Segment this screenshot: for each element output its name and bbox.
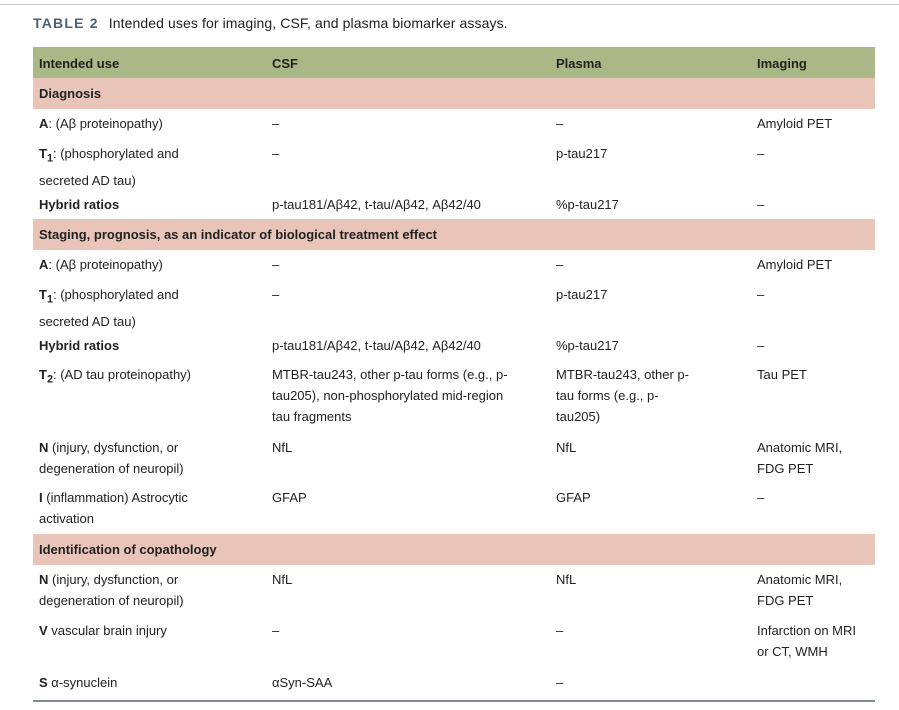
- table-row: [33, 483, 875, 534]
- bottom-rule: [33, 700, 875, 702]
- csf-cell: –: [272, 287, 280, 302]
- csf-cell: –: [272, 623, 280, 638]
- plasma-cell: %p-tau217: [556, 197, 619, 212]
- imaging-cell: Tau PET: [757, 367, 807, 382]
- intended-use-cell: [39, 672, 254, 693]
- csf-cell: GFAP: [272, 490, 307, 505]
- csf-cell: p-tau181/Aβ42, t-tau/Aβ42, Aβ42/40: [272, 338, 481, 353]
- header-intended-use: Intended use: [39, 56, 120, 71]
- imaging-cell: Anatomic MRI, FDG PET: [757, 572, 843, 608]
- table-caption: [33, 15, 508, 31]
- intended-use-desc: vascular brain injury: [47, 623, 167, 638]
- imaging-cell: Amyloid PET: [757, 116, 833, 131]
- plasma-cell: –: [556, 116, 564, 131]
- table-row: [33, 360, 875, 433]
- intended-use-key: T: [39, 367, 47, 382]
- intended-use-key: N: [39, 572, 49, 587]
- intended-use-key: Hybrid ratios: [39, 338, 120, 353]
- intended-use-cell: [39, 143, 199, 191]
- imaging-cell: –: [757, 197, 765, 212]
- intended-use-cell: [39, 284, 199, 332]
- imaging-cell: –: [757, 490, 765, 505]
- plasma-cell: –: [556, 257, 564, 272]
- plasma-cell: %p-tau217: [556, 338, 619, 353]
- imaging-cell: –: [757, 287, 765, 302]
- imaging-cell: –: [757, 146, 765, 161]
- intended-use-key: T: [39, 287, 47, 302]
- intended-use-desc: : (Aβ proteinopathy): [48, 116, 163, 131]
- section-title: Identification of copathology: [39, 542, 217, 557]
- intended-use-cell: [39, 194, 254, 215]
- section-title: Diagnosis: [39, 86, 102, 101]
- plasma-cell: –: [556, 623, 564, 638]
- table-row: [33, 433, 875, 483]
- intended-use-cell: [39, 335, 254, 356]
- imaging-cell: Infarction on MRI or CT, WMH: [757, 623, 856, 659]
- section-row-copathology: [33, 534, 875, 565]
- intended-use-cell: [39, 620, 254, 641]
- imaging-cell: Anatomic MRI, FDG PET: [757, 440, 843, 476]
- intended-use-desc: (inflammation) Astrocytic activation: [39, 490, 188, 526]
- table-caption-text: Intended uses for imaging, CSF, and plasma biomarker assays.: [108, 15, 508, 31]
- plasma-cell: p-tau217: [556, 287, 608, 302]
- plasma-cell: GFAP: [556, 490, 591, 505]
- header-plasma: Plasma: [556, 56, 602, 71]
- intended-use-key: I: [39, 490, 43, 505]
- intended-use-desc: : (Aβ proteinopathy): [48, 257, 163, 272]
- plasma-cell: p-tau217: [556, 146, 608, 161]
- intended-use-key: A: [39, 257, 49, 272]
- intended-use-subscript: 2: [46, 373, 53, 386]
- intended-use-cell: [39, 437, 219, 479]
- section-row-staging: [33, 219, 875, 250]
- imaging-cell: Amyloid PET: [757, 257, 833, 272]
- csf-cell: NfL: [272, 572, 293, 587]
- section-title: Staging, prognosis, as an indicator of biological treatment effect: [39, 227, 437, 242]
- plasma-cell: NfL: [556, 440, 577, 455]
- table-row: [33, 109, 875, 139]
- table-row: [33, 616, 875, 668]
- intended-use-cell: [39, 364, 254, 391]
- plasma-cell: MTBR-tau243, other p-tau forms (e.g., p-tau205): [556, 367, 689, 424]
- table-label: TABLE 2: [33, 15, 99, 31]
- intended-use-key: T: [39, 146, 47, 161]
- table-row: [33, 331, 875, 360]
- intended-use-desc: : (phosphorylated and secreted AD tau): [39, 146, 179, 188]
- header-csf: CSF: [272, 56, 298, 71]
- intended-use-key: A: [39, 116, 49, 131]
- table-row: [33, 190, 875, 219]
- table-row: [33, 250, 875, 280]
- csf-cell: –: [272, 116, 280, 131]
- table-row: [33, 139, 875, 190]
- intended-use-key: V: [39, 623, 48, 638]
- intended-use-desc: (injury, dysfunction, or degeneration of neuropil): [39, 440, 184, 476]
- intended-use-key: N: [39, 440, 49, 455]
- intended-use-subscript: 1: [46, 152, 53, 165]
- intended-use-desc: (injury, dysfunction, or degeneration of neuropil): [39, 572, 184, 608]
- table-row: [33, 280, 875, 331]
- table-row: [33, 565, 875, 616]
- intended-use-key: Hybrid ratios: [39, 197, 120, 212]
- table-row: [33, 668, 875, 698]
- csf-cell: NfL: [272, 440, 293, 455]
- intended-use-desc: : (AD tau proteinopathy): [52, 367, 192, 382]
- intended-use-cell: [39, 254, 254, 275]
- csf-cell: –: [272, 257, 280, 272]
- table-header-row: [33, 47, 875, 78]
- intended-use-desc: α-synuclein: [47, 675, 118, 690]
- intended-use-desc: : (phosphorylated and secreted AD tau): [39, 287, 179, 329]
- top-rule: [0, 4, 899, 5]
- csf-cell: p-tau181/Aβ42, t-tau/Aβ42, Aβ42/40: [272, 197, 481, 212]
- csf-cell: MTBR-tau243, other p-tau forms (e.g., p-tau205), non-phosphorylated mid-region tau fragments: [272, 367, 508, 424]
- plasma-cell: NfL: [556, 572, 577, 587]
- intended-use-cell: [39, 569, 219, 611]
- csf-cell: αSyn-SAA: [272, 675, 333, 690]
- biomarker-table: [33, 47, 875, 698]
- section-row-diagnosis: [33, 78, 875, 109]
- header-imaging: Imaging: [757, 56, 807, 71]
- intended-use-subscript: 1: [46, 293, 53, 306]
- intended-use-cell: [39, 487, 214, 529]
- intended-use-cell: [39, 113, 254, 134]
- intended-use-key: S: [39, 675, 48, 690]
- plasma-cell: –: [556, 675, 564, 690]
- imaging-cell: –: [757, 338, 765, 353]
- csf-cell: –: [272, 146, 280, 161]
